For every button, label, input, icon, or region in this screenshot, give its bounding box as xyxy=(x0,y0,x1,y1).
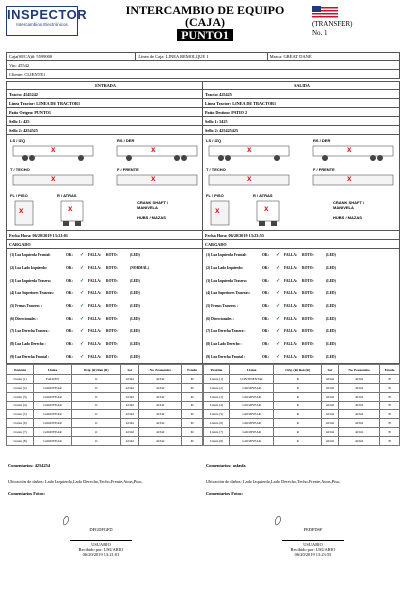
hubs-label: HUBS / MAZAS xyxy=(333,215,362,220)
table-cell: 42342 xyxy=(339,401,380,410)
table-cell: O xyxy=(71,436,121,445)
entrada-patio: Patio Origen: PUNTO1 xyxy=(6,108,203,117)
table-cell: 42342 xyxy=(339,375,380,384)
marca-field: Marca: GREAT DANE xyxy=(269,54,312,59)
entrada-cargado: CARGADO xyxy=(6,240,203,249)
table-cell: B xyxy=(380,392,400,401)
table-cell: 42342 xyxy=(121,410,139,419)
damage-x-icon: x xyxy=(347,145,352,154)
table-cell: M xyxy=(182,401,203,410)
truck-rear-icon xyxy=(255,199,281,227)
table-cell: B xyxy=(380,419,400,428)
table-row xyxy=(204,419,400,428)
salida-heading: SALIDA xyxy=(203,81,400,90)
table-cell: Llanta (5) xyxy=(7,410,34,419)
table-cell: R xyxy=(274,383,322,392)
floor-label: FL / PISO xyxy=(10,193,28,198)
table-cell: B xyxy=(380,410,400,419)
top-label: T / TECHO xyxy=(10,167,30,172)
table-cell: 42342 xyxy=(321,427,338,436)
damage-x-icon: x xyxy=(51,145,56,154)
logo-title: INSPECTOR xyxy=(7,7,88,22)
damage-x-icon: x xyxy=(68,204,73,213)
salida-column xyxy=(203,81,400,446)
table-row xyxy=(7,427,203,436)
table-cell: O xyxy=(71,392,121,401)
table-cell: GOODYEAR xyxy=(34,427,72,436)
hubs-label: HUBS / MAZAS xyxy=(137,215,166,220)
table-cell: Llanta (6) xyxy=(204,419,230,428)
table-cell: Llanta (2) xyxy=(204,383,230,392)
table-cell: GOODYEAR xyxy=(34,410,72,419)
front-label: F / FRENTE xyxy=(117,167,139,172)
salida-fecha-firma: 06/20/2019 13:23:55 xyxy=(294,552,332,557)
table-cell: GOODYEAR xyxy=(34,392,72,401)
table-cell: B xyxy=(380,436,400,445)
table-row xyxy=(204,383,400,392)
salida-sello1: Sello 1: 5425 xyxy=(203,117,400,126)
comentarios-fotos-entrada: Comentarios Fotos: xyxy=(8,491,45,496)
table-cell: O xyxy=(71,401,121,410)
table-cell: O xyxy=(71,375,121,384)
table-cell: 42342 xyxy=(121,401,139,410)
table-cell: GOODYEAR xyxy=(34,383,72,392)
table-cell: Llanta (1) xyxy=(7,375,34,384)
table-row xyxy=(204,401,400,410)
table-cell: Llanta (8) xyxy=(7,436,34,445)
entrada-signature-block xyxy=(56,513,146,557)
table-cell: Llanta (3) xyxy=(204,392,230,401)
ctpat-flag-icon xyxy=(312,6,338,18)
table-cell: GOODYEAR xyxy=(230,383,274,392)
table-cell: Llanta (2) xyxy=(7,383,34,392)
table-cell: R xyxy=(274,419,322,428)
checklist-item: (6) Direccionales : OK: ✓ FALLA: ROTO: (LED) xyxy=(206,316,336,322)
entrada-recibido: Recibido por: USUARIO xyxy=(78,547,124,552)
table-cell: 42342 xyxy=(139,427,182,436)
salida-cargado: CARGADO xyxy=(203,240,400,249)
entrada-tractor: Tracto: 4545242 xyxy=(6,90,203,99)
table-cell: 42342 xyxy=(321,375,338,384)
table-cell: R xyxy=(274,392,322,401)
table-cell: 42342 xyxy=(339,410,380,419)
title-line1: INTERCAMBIO DE EQUIPO xyxy=(125,3,285,17)
table-cell: R xyxy=(274,436,322,445)
table-cell: 42342 xyxy=(121,392,139,401)
table-cell: GOODYEAR xyxy=(34,419,72,428)
transfer-label: (TRANSFER) xyxy=(312,20,353,28)
table-row xyxy=(204,436,400,445)
table-row xyxy=(7,436,203,445)
inspector-logo xyxy=(6,6,88,36)
truck-floor-icon xyxy=(209,199,231,227)
table-cell: GOODYEAR xyxy=(230,410,274,419)
salida-signature-block xyxy=(268,513,358,557)
document-title xyxy=(110,4,300,41)
entrada-sello1: Sello 1: 425 xyxy=(6,117,203,126)
checklist-item: (2) Luz Lado Izquierdo: OK: ✓ FALLA: ROTO: (LED) xyxy=(206,266,336,272)
table-cell: FALKEN xyxy=(34,375,72,384)
table-cell: M xyxy=(182,419,203,428)
table-cell: 42342 xyxy=(121,419,139,428)
entrada-damage-diagram xyxy=(6,135,203,231)
table-row xyxy=(7,375,203,384)
table-cell: 42342 xyxy=(321,401,338,410)
table-cell: 42342 xyxy=(339,419,380,428)
table-cell: 42342 xyxy=(121,427,139,436)
entrada-fecha-firma: 06/20/2019 13:21:01 xyxy=(82,552,120,557)
table-cell: 42342 xyxy=(139,383,182,392)
vin-field: Vin: 45542 xyxy=(9,62,30,68)
table-row xyxy=(204,410,400,419)
damage-x-icon: x xyxy=(151,145,156,154)
table-row xyxy=(7,392,203,401)
ubicacion-danos-entrada: Ubicación de daños: Lado Izquierdo,Lado Derecho,Techo,Frente,Atras,Piso, xyxy=(8,479,143,484)
damage-x-icon: x xyxy=(151,174,156,183)
table-cell: M xyxy=(182,392,203,401)
table-cell: M xyxy=(182,383,203,392)
truck-rear-icon xyxy=(59,199,85,227)
table-cell: R xyxy=(274,410,322,419)
logo-subtitle: Intercambios Electrónicos xyxy=(16,22,68,27)
rear-label: R / ATRAS xyxy=(253,193,273,198)
entrada-usuario: USUARIO xyxy=(70,540,132,547)
table-row xyxy=(7,419,203,428)
damage-x-icon: x xyxy=(215,206,220,215)
damage-x-icon: x xyxy=(19,206,24,215)
entrada-heading: ENTRADA xyxy=(6,81,203,90)
table-cell: Llanta (1) xyxy=(204,375,230,384)
entrada-comentarios: Comentarios: 4254254 xyxy=(8,463,51,468)
table-cell: B xyxy=(380,427,400,436)
table-cell: 42342 xyxy=(139,375,182,384)
checklist-item: (1) Luz Izquierda Frontal: OK: ✓ FALLA: ROTO: (LED) xyxy=(206,253,336,259)
checklist-item: (8) Luz Lado Derecho : OK: ✓ FALLA: ROTO: (LED) xyxy=(206,342,336,348)
table-cell: Llanta (4) xyxy=(204,401,230,410)
table-cell: B xyxy=(380,383,400,392)
transfer-number: No. 1 xyxy=(312,29,328,37)
table-cell: O xyxy=(71,410,121,419)
table-row xyxy=(7,410,203,419)
checklist-item: (4) Luz Superiores Traseras: OK: ✓ FALLA: ROTO: (LED) xyxy=(206,291,336,297)
table-cell: 42342 xyxy=(139,436,182,445)
floor-label: FL / PISO xyxy=(206,193,224,198)
damage-x-icon: x xyxy=(264,204,269,213)
salida-checklist xyxy=(203,249,400,364)
table-cell: 42342 xyxy=(321,410,338,419)
entrada-sello2: Sello 2: 4254525 xyxy=(6,126,203,135)
document-header xyxy=(6,52,400,79)
checklist-item: (8) Luz Lado Derecho : OK: ✓ FALLA: ROTO: (LED) xyxy=(10,342,140,348)
salida-damage-diagram xyxy=(203,135,400,231)
table-header-row: Posición Llanta Orig. (R) Ren (R) Ser No. Economico Estado xyxy=(204,365,400,375)
checklist-item: (5) Frenos Traseros : OK: ✓ FALLA: ROTO: (LED) xyxy=(206,304,336,310)
table-cell: 42342 xyxy=(121,436,139,445)
table-cell: 42342 xyxy=(339,427,380,436)
table-cell: O xyxy=(71,383,121,392)
table-cell: GOODYEAR xyxy=(230,436,274,445)
table-cell: GOODYEAR xyxy=(34,436,72,445)
table-cell: GOODYEAR xyxy=(34,401,72,410)
table-cell: 42342 xyxy=(121,383,139,392)
salida-comentarios: Comentarios: asfasfa xyxy=(206,463,246,468)
table-cell: O xyxy=(71,427,121,436)
salida-patio: Patio Destino: PATIO 2 xyxy=(203,108,400,117)
entrada-linea-tractor: Línea Tractor: LINEA DE TRACTOR1 xyxy=(6,99,203,108)
salida-tires-table xyxy=(203,364,400,445)
table-cell: M xyxy=(182,410,203,419)
table-cell: R xyxy=(274,401,322,410)
entrada-fecha: Fecha Hora: 06/20/2019 13:21:01 xyxy=(6,231,203,240)
table-cell: Llanta (6) xyxy=(7,419,34,428)
damage-x-icon: x xyxy=(247,145,252,154)
table-cell: 42342 xyxy=(339,436,380,445)
salida-fecha: Fecha Hora: 06/20/2019 13:23:55 xyxy=(203,231,400,240)
table-cell: M xyxy=(182,375,203,384)
crank-label: CRANK SHAFT / MANIVELA xyxy=(333,200,365,210)
table-cell: GOODYEAR xyxy=(230,419,274,428)
table-cell: 42342 xyxy=(121,375,139,384)
table-cell: B xyxy=(380,401,400,410)
table-cell: 42342 xyxy=(321,419,338,428)
entrada-checklist xyxy=(6,249,203,364)
signature-mark-icon xyxy=(56,513,96,527)
table-cell: R xyxy=(274,427,322,436)
damage-x-icon: x xyxy=(347,174,352,183)
caja-field: Caja(SECA)#: 5599000 xyxy=(7,53,136,60)
checklist-item: (3) Luz Izquierda Trasera: OK: ✓ FALLA: ROTO: (LED) xyxy=(10,278,140,284)
salida-sello2: Sello 2: 425425425 xyxy=(203,126,400,135)
table-row xyxy=(204,392,400,401)
table-cell: Llanta (7) xyxy=(204,427,230,436)
salida-signature-name: FEDFDSF xyxy=(303,527,323,532)
crank-label: CRANK SHAFT / MANIVELA xyxy=(137,200,169,210)
cliente-field: Cliente: CLIENTE1 xyxy=(9,71,46,77)
checklist-item: (4) Luz Superiores Traseras: OK: ✓ FALLA: ROTO: (LED) xyxy=(10,291,140,297)
table-cell: 42342 xyxy=(321,383,338,392)
table-cell: GOODYEAR xyxy=(230,392,274,401)
table-cell: R xyxy=(274,375,322,384)
table-row xyxy=(7,401,203,410)
comentarios-fotos-salida: Comentarios Fotos: xyxy=(206,491,243,496)
table-cell: O xyxy=(71,419,121,428)
rear-label: R / ATRAS xyxy=(57,193,77,198)
checklist-item: (9) Luz Derecha Frontal : OK: ✓ FALLA: ROTO: (LED) xyxy=(10,354,140,360)
table-cell: CONTINENTAL xyxy=(230,375,274,384)
table-cell: Llanta (7) xyxy=(7,427,34,436)
table-cell: Llanta (4) xyxy=(7,401,34,410)
checklist-item: (6) Direccionales : OK: ✓ FALLA: ROTO: (LED) xyxy=(10,316,140,322)
damage-x-icon: x xyxy=(247,174,252,183)
table-row xyxy=(204,427,400,436)
checklist-item: (5) Frenos Traseros : OK: ✓ FALLA: ROTO: (LED) xyxy=(10,304,140,310)
table-cell: 42342 xyxy=(139,419,182,428)
checklist-item: (2) Luz Lado Izquierdo: OK: ✓ FALLA: ROTO: (NORMAL) xyxy=(10,266,149,272)
table-cell: M xyxy=(182,436,203,445)
top-label: T / TECHO xyxy=(206,167,226,172)
table-cell: B xyxy=(380,375,400,384)
table-cell: Llanta (5) xyxy=(204,410,230,419)
table-cell: 42342 xyxy=(339,392,380,401)
salida-linea-tractor: Línea Tractor: LINEA DE TRACTOR1 xyxy=(203,99,400,108)
truck-floor-icon xyxy=(13,199,35,227)
checklist-item: (7) Luz Derecha Trasera : OK: ✓ FALLA: ROTO: (LED) xyxy=(206,329,336,335)
table-row xyxy=(7,383,203,392)
linea-caja-field: Línea de Caja: LINEA REMOLQUE 1 xyxy=(136,53,267,60)
entrada-tires-table xyxy=(6,364,203,445)
salida-tractor: Tracto: 425425 xyxy=(203,90,400,99)
table-cell: Llanta (3) xyxy=(7,392,34,401)
table-cell: 42342 xyxy=(139,401,182,410)
table-cell: 42342 xyxy=(139,410,182,419)
checklist-item: (3) Luz Izquierda Trasera: OK: ✓ FALLA: ROTO: (LED) xyxy=(206,278,336,284)
salida-usuario: USUARIO xyxy=(282,540,344,547)
location-badge: PUNTO1 xyxy=(177,29,233,41)
rs-label: RS / DER xyxy=(313,138,331,143)
table-header-row: Posición Llanta Orig. (R) Ren (R) Ser No. Economico Estado xyxy=(7,365,203,375)
table-cell: GOODYEAR xyxy=(230,427,274,436)
table-cell: 42342 xyxy=(321,392,338,401)
table-cell: GOODYEAR xyxy=(230,401,274,410)
rs-label: RS / DER xyxy=(117,138,135,143)
table-cell: 42342 xyxy=(339,383,380,392)
table-cell: 42342 xyxy=(139,392,182,401)
title-line2: (CAJA) xyxy=(185,15,225,29)
table-cell: 42342 xyxy=(321,436,338,445)
damage-x-icon: x xyxy=(51,174,56,183)
checklist-item: (7) Luz Derecha Trasera : OK: ✓ FALLA: ROTO: (LED) xyxy=(10,329,140,335)
table-row xyxy=(204,375,400,384)
ls-label: LS / IZQ xyxy=(206,138,222,143)
table-cell: Llanta (8) xyxy=(204,436,230,445)
entrada-signature-name: DFGDFGFD xyxy=(89,527,113,532)
checklist-item: (1) Luz Izquierda Frontal: OK: ✓ FALLA: ROTO: (LED) xyxy=(10,253,140,259)
salida-recibido: Recibido por: USUARIO xyxy=(290,547,336,552)
front-label: F / FRENTE xyxy=(313,167,335,172)
entrada-column xyxy=(6,81,203,446)
checklist-item: (9) Luz Derecha Frontal : OK: ✓ FALLA: ROTO: (LED) xyxy=(206,354,336,360)
ls-label: LS / IZQ xyxy=(10,138,26,143)
table-cell: M xyxy=(182,427,203,436)
signature-mark-icon xyxy=(268,513,308,527)
transfer-info xyxy=(312,20,352,38)
ubicacion-danos-salida: Ubicación de daños: Lado Izquierdo,Lado Derecho,Techo,Frente,Atras,Piso, xyxy=(206,479,341,484)
